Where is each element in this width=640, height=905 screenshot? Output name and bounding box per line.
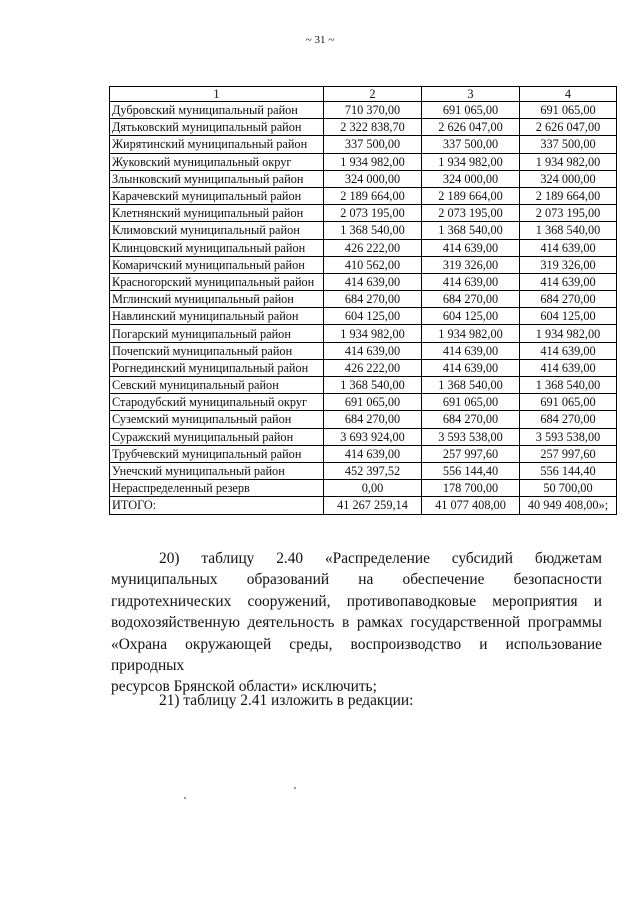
scan-speck	[184, 797, 186, 799]
amount-cell-col3: 556 144,40	[422, 462, 520, 479]
amount-cell-col4: 414 639,00	[520, 273, 617, 290]
district-name-cell: Красногорский муниципальный район	[110, 273, 324, 290]
amount-cell-col3: 684 270,00	[422, 411, 520, 428]
table-row	[110, 428, 617, 445]
amount-cell-col2: 414 639,00	[324, 273, 422, 290]
amount-cell-col4: 1 934 982,00	[520, 325, 617, 342]
table-row	[110, 462, 617, 479]
district-name-cell: Рогнединский муниципальный район	[110, 359, 324, 376]
header-cell-3: 3	[422, 87, 520, 102]
amount-cell-col2: 0,00	[324, 480, 422, 497]
paragraph-20-line: муниципальных образований на обеспечение безопасности	[111, 571, 602, 589]
amount-cell-col4: 50 700,00	[520, 480, 617, 497]
amount-cell-col4: 414 639,00	[520, 239, 617, 256]
amount-cell-col2: 710 370,00	[324, 102, 422, 119]
table-row	[110, 222, 617, 239]
district-name-cell: Суражский муниципальный район	[110, 428, 324, 445]
amount-cell-col2: 2 189 664,00	[324, 187, 422, 204]
district-name-cell: Дятьковский муниципальный район	[110, 119, 324, 136]
amount-cell-col3: 257 997,60	[422, 445, 520, 462]
table-row	[110, 377, 617, 394]
amount-cell-col3: 319 326,00	[422, 256, 520, 273]
amount-cell-col3: 1 368 540,00	[422, 377, 520, 394]
paragraph-20-line: «Охрана окружающей среды, воспроизводство и использование природных	[111, 635, 602, 675]
amount-cell-col2: 426 222,00	[324, 359, 422, 376]
table-body	[110, 87, 617, 515]
district-name-cell: Дубровский муниципальный район	[110, 102, 324, 119]
table-row	[110, 308, 617, 325]
header-cell-1: 1	[110, 87, 324, 102]
amount-cell-col4: 414 639,00	[520, 342, 617, 359]
table-row	[110, 205, 617, 222]
amount-cell-col4: 319 326,00	[520, 256, 617, 273]
amount-cell-col4: 324 000,00	[520, 170, 617, 187]
amount-cell-col3: 604 125,00	[422, 308, 520, 325]
amount-cell-col3: 684 270,00	[422, 291, 520, 308]
table-row	[110, 256, 617, 273]
amount-cell-col4: 604 125,00	[520, 308, 617, 325]
amount-cell-col3: 337 500,00	[422, 136, 520, 153]
amount-cell-col2: 337 500,00	[324, 136, 422, 153]
paragraph-20-line: водохозяйственную деятельность в рамках государственной программы	[111, 614, 602, 632]
amount-cell-col3: 3 593 538,00	[422, 428, 520, 445]
table-row	[110, 342, 617, 359]
amount-cell-col3: 414 639,00	[422, 273, 520, 290]
table-row	[110, 359, 617, 376]
district-name-cell: Погарский муниципальный район	[110, 325, 324, 342]
table-row	[110, 239, 617, 256]
district-name-cell: Комаричский муниципальный район	[110, 256, 324, 273]
amount-cell-col2: 684 270,00	[324, 291, 422, 308]
district-name-cell: Жирятинский муниципальный район	[110, 136, 324, 153]
amount-cell-col2: 1 934 982,00	[324, 325, 422, 342]
amount-cell-col2: 414 639,00	[324, 445, 422, 462]
district-name-cell: Климовский муниципальный район	[110, 222, 324, 239]
table-row	[110, 291, 617, 308]
district-name-cell: Трубчевский муниципальный район	[110, 445, 324, 462]
district-name-cell: Злынковский муниципальный район	[110, 170, 324, 187]
amount-cell-col3: 41 077 408,00	[422, 497, 520, 514]
paragraph-20-line: гидротехнических сооружений, противопаводковые мероприятия и	[111, 592, 602, 610]
paragraph-20-line: 20) таблицу 2.40 «Распределение субсидий бюджетам	[159, 550, 602, 567]
amount-cell-col4: 1 368 540,00	[520, 377, 617, 394]
district-name-cell: Мглинский муниципальный район	[110, 291, 324, 308]
amount-cell-col4: 556 144,40	[520, 462, 617, 479]
table-row	[110, 136, 617, 153]
header-cell-4: 4	[520, 87, 617, 102]
amount-cell-col2: 426 222,00	[324, 239, 422, 256]
amount-cell-col2: 2 322 838,70	[324, 119, 422, 136]
district-name-cell: Клетнянский муниципальный район	[110, 205, 324, 222]
district-name-cell: ИТОГО:	[110, 497, 324, 514]
amount-cell-col3: 414 639,00	[422, 359, 520, 376]
amount-cell-col3: 414 639,00	[422, 342, 520, 359]
amount-cell-col4: 337 500,00	[520, 136, 617, 153]
table-row	[110, 187, 617, 204]
table-row	[110, 480, 617, 497]
amount-cell-col2: 604 125,00	[324, 308, 422, 325]
scan-speck	[294, 787, 296, 789]
amount-cell-col3: 1 934 982,00	[422, 153, 520, 170]
amount-cell-col4: 3 593 538,00	[520, 428, 617, 445]
paragraph-21: 21) таблицу 2.41 изложить в редакции:	[159, 692, 414, 709]
amount-cell-col3: 2 073 195,00	[422, 205, 520, 222]
amount-cell-col3: 2 626 047,00	[422, 119, 520, 136]
table-row	[110, 102, 617, 119]
amount-cell-col3: 1 934 982,00	[422, 325, 520, 342]
district-name-cell: Навлинский муниципальный район	[110, 308, 324, 325]
amount-cell-col2: 691 065,00	[324, 394, 422, 411]
amount-cell-col4: 2 626 047,00	[520, 119, 617, 136]
amount-cell-col3: 324 000,00	[422, 170, 520, 187]
amount-cell-col2: 324 000,00	[324, 170, 422, 187]
paragraph-20-line: ресурсов Брянской области» исключить;	[111, 678, 377, 696]
amount-cell-col4: 684 270,00	[520, 411, 617, 428]
amount-cell-col4: 1 934 982,00	[520, 153, 617, 170]
amount-cell-col2: 684 270,00	[324, 411, 422, 428]
amount-cell-col4: 691 065,00	[520, 102, 617, 119]
district-name-cell: Унечский муниципальный район	[110, 462, 324, 479]
header-cell-2: 2	[324, 87, 422, 102]
amount-cell-col2: 452 397,52	[324, 462, 422, 479]
district-name-cell: Севский муниципальный район	[110, 377, 324, 394]
amount-cell-col3: 414 639,00	[422, 239, 520, 256]
amount-cell-col2: 2 073 195,00	[324, 205, 422, 222]
district-name-cell: Почепский муниципальный район	[110, 342, 324, 359]
table-row	[110, 325, 617, 342]
amount-cell-col3: 691 065,00	[422, 102, 520, 119]
amount-cell-col4: 2 073 195,00	[520, 205, 617, 222]
district-name-cell: Суземский муниципальный район	[110, 411, 324, 428]
amount-cell-col2: 1 368 540,00	[324, 377, 422, 394]
table-row	[110, 119, 617, 136]
table-row	[110, 273, 617, 290]
amount-cell-col3: 178 700,00	[422, 480, 520, 497]
amount-cell-col3: 2 189 664,00	[422, 187, 520, 204]
district-name-cell: Карачевский муниципальный район	[110, 187, 324, 204]
amount-cell-col4: 414 639,00	[520, 359, 617, 376]
amount-cell-col2: 410 562,00	[324, 256, 422, 273]
district-name-cell: Стародубский муниципальный округ	[110, 394, 324, 411]
page-number: ~ 31 ~	[305, 34, 335, 46]
table-row	[110, 153, 617, 170]
subsidy-distribution-table	[109, 86, 617, 515]
district-name-cell: Клинцовский муниципальный район	[110, 239, 324, 256]
table-row	[110, 497, 617, 514]
amount-cell-col4: 1 368 540,00	[520, 222, 617, 239]
amount-cell-col4: 257 997,60	[520, 445, 617, 462]
amount-cell-col2: 3 693 924,00	[324, 428, 422, 445]
amount-cell-col4: 684 270,00	[520, 291, 617, 308]
paragraph-20	[111, 548, 602, 698]
amount-cell-col4: 2 189 664,00	[520, 187, 617, 204]
amount-cell-col4: 40 949 408,00»;	[520, 497, 617, 514]
table-row	[110, 394, 617, 411]
table-row	[110, 445, 617, 462]
amount-cell-col2: 41 267 259,14	[324, 497, 422, 514]
amount-cell-col3: 691 065,00	[422, 394, 520, 411]
amount-cell-col4: 691 065,00	[520, 394, 617, 411]
amount-cell-col3: 1 368 540,00	[422, 222, 520, 239]
table-header-row	[110, 87, 617, 102]
table-row	[110, 411, 617, 428]
amount-cell-col2: 1 368 540,00	[324, 222, 422, 239]
district-name-cell: Нераспределенный резерв	[110, 480, 324, 497]
amount-cell-col2: 1 934 982,00	[324, 153, 422, 170]
table-row	[110, 170, 617, 187]
district-name-cell: Жуковский муниципальный округ	[110, 153, 324, 170]
amount-cell-col2: 414 639,00	[324, 342, 422, 359]
